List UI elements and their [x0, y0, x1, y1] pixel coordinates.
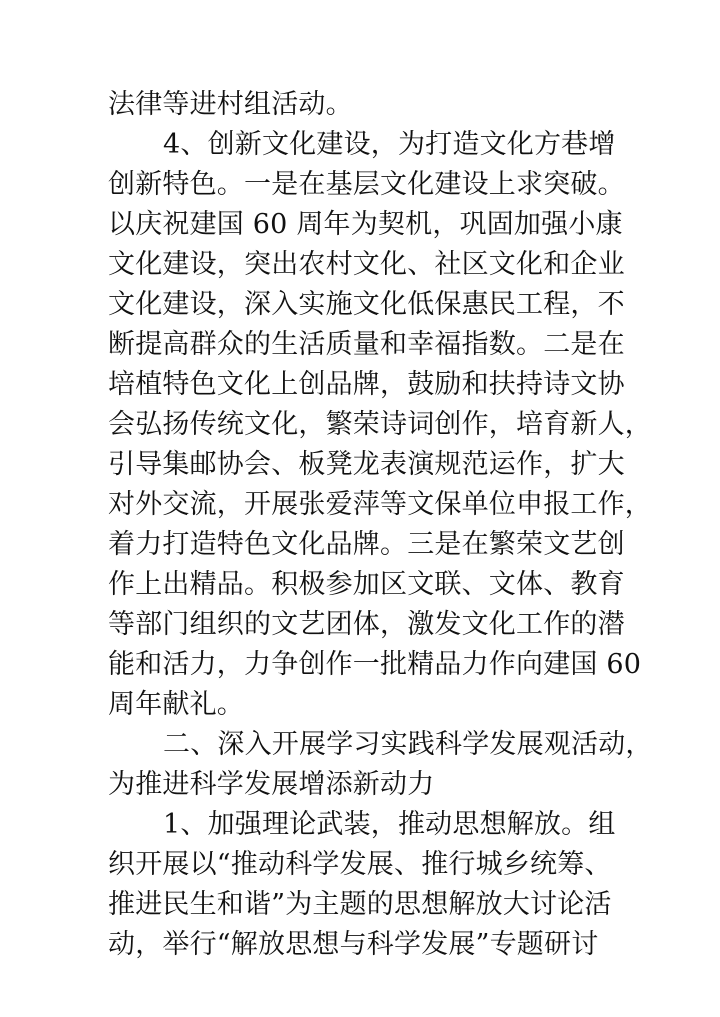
text-line: 文化建设，突出农村文化、社区文化和企业 [108, 249, 625, 280]
text-line: 以庆祝建国 60 周年为契机，巩固加强小康 [108, 209, 623, 240]
text-line: 推进民生和谐”为主题的思想解放大讨论活 [108, 889, 612, 920]
section-item-heading: 4、创新文化建设，为打造文化方巷增 [163, 129, 616, 160]
section-heading: 二、深入开展学习实践科学发展观活动， [163, 729, 653, 760]
text-line: 能和活力，力争创作一批精品力作向建国 60 [108, 649, 642, 680]
text-line: 创新特色。一是在基层文化建设上求突破。 [108, 169, 625, 200]
text-line: 断提高群众的生活质量和幸福指数。二是在 [108, 329, 625, 360]
text-line: 等部门组织的文艺团体，激发文化工作的潜 [108, 609, 625, 640]
text-line: 法律等进村组活动。 [108, 89, 353, 120]
text-line: 着力打造特色文化品牌。三是在繁荣文艺创 [108, 529, 625, 560]
text-line: 织开展以“推动科学发展、推行城乡统筹、 [108, 849, 612, 880]
text-line: 对外交流，开展张爱萍等文保单位申报工作， [108, 489, 652, 520]
text-line: 周年献礼。 [108, 689, 244, 720]
section-heading-continuation: 为推进科学发展增添新动力 [108, 769, 435, 800]
text-line: 会弘扬传统文化，繁荣诗词创作，培育新人， [108, 409, 652, 440]
text-line: 作上出精品。积极参加区文联、文体、教育 [108, 569, 625, 600]
text-line: 培植特色文化上创品牌，鼓励和扶持诗文协 [108, 369, 625, 400]
text-line: 引导集邮协会、板凳龙表演规范运作，扩大 [108, 449, 625, 480]
text-line: 动，举行“解放思想与科学发展”专题研讨 [108, 929, 599, 960]
text-line: 文化建设，深入实施文化低保惠民工程，不 [108, 289, 625, 320]
section-item-heading: 1、加强理论武装，推动思想解放。组 [163, 809, 616, 840]
